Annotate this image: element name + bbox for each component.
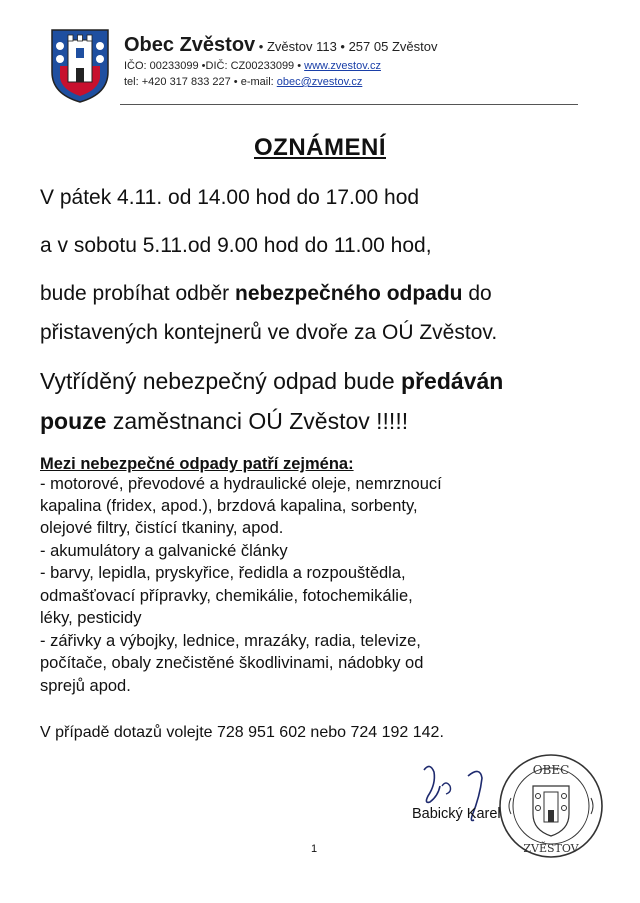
list-item: - zářivky a výbojky, lednice, mrazáky, radia, televize, <box>40 632 421 650</box>
handover-bold-2: pouze <box>40 408 107 434</box>
schedule-line-1: V pátek 4.11. od 14.00 hod do 17.00 hod <box>40 186 420 209</box>
collection-line-2: přistavených kontejnerů ve dvoře za OÚ Zvěstov. <box>40 321 498 344</box>
signer-name: Babický Karel <box>412 806 501 822</box>
municipality-address: • Zvěstov 113 • 257 05 Zvěstov <box>255 39 438 54</box>
header-divider <box>120 104 578 105</box>
handover-text-b: zaměstnanci OÚ Zvěstov !!!!! <box>106 408 409 434</box>
coat-of-arms-icon <box>48 26 112 104</box>
schedule-line-2: a v sobotu 5.11.od 9.00 hod do 11.00 hod, <box>40 234 432 257</box>
official-stamp <box>497 752 605 860</box>
list-item: odmašťovací přípravky, chemikálie, fotochemikálie, <box>40 587 413 605</box>
list-item: olejové filtry, čistící tkaniny, apod. <box>40 519 284 537</box>
list-item: - akumulátory a galvanické články <box>40 542 288 560</box>
collection-bold: nebezpečného odpadu <box>235 282 463 305</box>
website-link[interactable]: www.zvestov.cz <box>304 60 381 72</box>
list-heading: Mezi nebezpečné odpady patří zejména: <box>40 455 354 473</box>
list-item: - motorové, převodové a hydraulické oleje, nemrznoucí <box>40 475 442 493</box>
list-item: léky, pesticidy <box>40 609 142 627</box>
list-item: sprejů apod. <box>40 677 131 695</box>
handover-line-2 <box>40 408 408 435</box>
handover-line-1 <box>40 368 503 395</box>
list-item: - barvy, lepidla, pryskyřice, ředidla a rozpouštědla, <box>40 564 406 582</box>
email-link[interactable]: obec@zvestov.cz <box>276 76 363 88</box>
stamp-bottom-text: ZVĚSTOV <box>523 842 579 855</box>
registration-line <box>124 60 381 72</box>
page-number: 1 <box>311 843 318 855</box>
page-title: OZNÁMENÍ <box>254 134 386 161</box>
collection-text-a: bude probíhat odběr <box>40 282 235 305</box>
handover-bold: předáván <box>401 368 504 394</box>
list-item: kapalina (fridex, apod.), brzdová kapalina, sorbenty, <box>40 497 418 515</box>
stamp-top-text: OBEC <box>532 763 570 777</box>
collection-line-1 <box>40 282 492 306</box>
handover-text-a: Vytříděný nebezpečný odpad bude <box>40 368 402 394</box>
municipality-name <box>124 34 437 57</box>
ico-dic: IČO: 00233099 •DIČ: CZ00233099 • <box>124 60 305 72</box>
list-item: počítače, obaly znečistěné škodlivinami, nádobky od <box>40 654 424 672</box>
contact-phones: V případě dotazů volejte 728 951 602 nebo 724 192 142. <box>40 724 444 741</box>
phone: tel: +420 317 833 227 • e-mail: <box>124 76 277 88</box>
collection-text-b: do <box>462 282 492 305</box>
municipality-name-text: Obec Zvěstov <box>124 34 256 56</box>
contact-line <box>124 76 362 88</box>
